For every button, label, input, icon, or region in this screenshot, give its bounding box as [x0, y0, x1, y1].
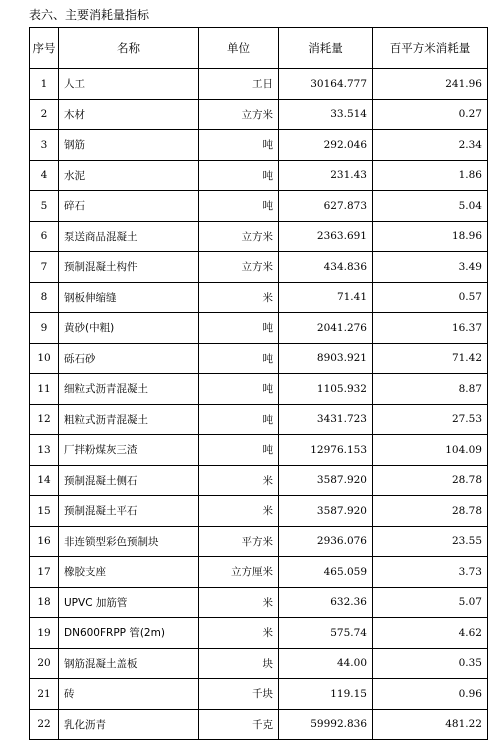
table-row: [30, 435, 488, 466]
table-row: [30, 648, 488, 679]
item-unit: 吨: [199, 313, 279, 344]
item-quantity: 2936.076: [279, 526, 373, 557]
item-per-hundred: 71.42: [373, 343, 488, 374]
item-name: 预制混凝土侧石: [59, 465, 199, 496]
item-quantity: 8903.921: [279, 343, 373, 374]
row-number: 8: [30, 282, 59, 313]
row-number: 6: [30, 221, 59, 252]
table-row: [30, 557, 488, 588]
row-number: 14: [30, 465, 59, 496]
table-row: [30, 191, 488, 222]
item-per-hundred: 481.22: [373, 709, 488, 740]
row-number: 17: [30, 557, 59, 588]
row-number: 16: [30, 526, 59, 557]
item-quantity: 575.74: [279, 618, 373, 649]
item-name: 细粒式沥青混凝土: [59, 374, 199, 405]
item-unit: 吨: [199, 191, 279, 222]
table-row: [30, 587, 488, 618]
table-row: [30, 343, 488, 374]
row-number: 12: [30, 404, 59, 435]
table-row: [30, 313, 488, 344]
item-unit: 立方米: [199, 221, 279, 252]
row-number: 20: [30, 648, 59, 679]
row-number: 22: [30, 709, 59, 740]
item-name: 碎石: [59, 191, 199, 222]
item-quantity: 44.00: [279, 648, 373, 679]
consumption-table: [29, 27, 488, 740]
row-number: 1: [30, 69, 59, 100]
item-quantity: 632.36: [279, 587, 373, 618]
table-row: [30, 496, 488, 527]
item-name: DN600FRPP 管(2m): [59, 618, 199, 649]
item-unit: 米: [199, 465, 279, 496]
item-name: 人工: [59, 69, 199, 100]
row-number: 10: [30, 343, 59, 374]
table-row: [30, 526, 488, 557]
item-quantity: 119.15: [279, 679, 373, 710]
table-row: [30, 679, 488, 710]
item-name: 砖: [59, 679, 199, 710]
item-name: 黄砂(中粗): [59, 313, 199, 344]
item-name: 预制混凝土构件: [59, 252, 199, 283]
item-per-hundred: 4.62: [373, 618, 488, 649]
table-row: [30, 99, 488, 130]
table-row: [30, 221, 488, 252]
item-name: 非连锁型彩色预制块: [59, 526, 199, 557]
item-unit: 千块: [199, 679, 279, 710]
header-row: [30, 28, 488, 69]
item-quantity: 434.836: [279, 252, 373, 283]
table-row: [30, 69, 488, 100]
item-name: UPVC 加筋管: [59, 587, 199, 618]
row-number: 9: [30, 313, 59, 344]
item-name: 橡胶支座: [59, 557, 199, 588]
row-number: 19: [30, 618, 59, 649]
item-name: 钢筋: [59, 130, 199, 161]
item-unit: 立方厘米: [199, 557, 279, 588]
item-per-hundred: 8.87: [373, 374, 488, 405]
item-quantity: 231.43: [279, 160, 373, 191]
header-no: 序号: [30, 28, 59, 69]
item-per-hundred: 0.57: [373, 282, 488, 313]
item-per-hundred: 2.34: [373, 130, 488, 161]
item-unit: 立方米: [199, 99, 279, 130]
item-name: 钢板伸缩缝: [59, 282, 199, 313]
item-per-hundred: 3.73: [373, 557, 488, 588]
item-quantity: 3431.723: [279, 404, 373, 435]
table-body: [30, 69, 488, 740]
table-row: [30, 618, 488, 649]
item-unit: 吨: [199, 374, 279, 405]
row-number: 13: [30, 435, 59, 466]
item-name: 乳化沥青: [59, 709, 199, 740]
item-per-hundred: 28.78: [373, 496, 488, 527]
item-quantity: 2041.276: [279, 313, 373, 344]
item-quantity: 12976.153: [279, 435, 373, 466]
item-unit: 吨: [199, 130, 279, 161]
row-number: 21: [30, 679, 59, 710]
item-quantity: 2363.691: [279, 221, 373, 252]
item-unit: 米: [199, 282, 279, 313]
item-unit: 吨: [199, 343, 279, 374]
item-quantity: 33.514: [279, 99, 373, 130]
item-per-hundred: 1.86: [373, 160, 488, 191]
item-quantity: 71.41: [279, 282, 373, 313]
row-number: 11: [30, 374, 59, 405]
table-row: [30, 160, 488, 191]
item-unit: 米: [199, 587, 279, 618]
item-unit: 千克: [199, 709, 279, 740]
item-per-hundred: 5.07: [373, 587, 488, 618]
row-number: 2: [30, 99, 59, 130]
table-row: [30, 282, 488, 313]
item-quantity: 465.059: [279, 557, 373, 588]
item-per-hundred: 27.53: [373, 404, 488, 435]
item-unit: 米: [199, 496, 279, 527]
item-name: 木材: [59, 99, 199, 130]
item-per-hundred: 5.04: [373, 191, 488, 222]
item-quantity: 1105.932: [279, 374, 373, 405]
item-per-hundred: 104.09: [373, 435, 488, 466]
table-row: [30, 709, 488, 740]
item-name: 泵送商品混凝土: [59, 221, 199, 252]
row-number: 3: [30, 130, 59, 161]
item-unit: 立方米: [199, 252, 279, 283]
item-per-hundred: 28.78: [373, 465, 488, 496]
table-row: [30, 130, 488, 161]
item-unit: 吨: [199, 404, 279, 435]
table-row: [30, 465, 488, 496]
item-per-hundred: 241.96: [373, 69, 488, 100]
item-name: 厂拌粉煤灰三渣: [59, 435, 199, 466]
item-quantity: 59992.836: [279, 709, 373, 740]
item-unit: 块: [199, 648, 279, 679]
table-row: [30, 404, 488, 435]
item-name: 粗粒式沥青混凝土: [59, 404, 199, 435]
item-unit: 平方米: [199, 526, 279, 557]
item-quantity: 627.873: [279, 191, 373, 222]
row-number: 7: [30, 252, 59, 283]
header-per-hundred: 百平方米消耗量: [373, 28, 488, 69]
item-per-hundred: 0.96: [373, 679, 488, 710]
row-number: 4: [30, 160, 59, 191]
row-number: 5: [30, 191, 59, 222]
item-per-hundred: 23.55: [373, 526, 488, 557]
item-quantity: 30164.777: [279, 69, 373, 100]
header-name: 名称: [59, 28, 199, 69]
item-name: 预制混凝土平石: [59, 496, 199, 527]
header-unit: 单位: [199, 28, 279, 69]
item-unit: 吨: [199, 435, 279, 466]
item-name: 水泥: [59, 160, 199, 191]
header-qty: 消耗量: [279, 28, 373, 69]
item-per-hundred: 0.35: [373, 648, 488, 679]
table-row: [30, 374, 488, 405]
item-name: 钢筋混凝土盖板: [59, 648, 199, 679]
item-quantity: 3587.920: [279, 465, 373, 496]
item-per-hundred: 16.37: [373, 313, 488, 344]
row-number: 18: [30, 587, 59, 618]
item-per-hundred: 18.96: [373, 221, 488, 252]
table-row: [30, 252, 488, 283]
item-unit: 米: [199, 618, 279, 649]
item-name: 砾石砂: [59, 343, 199, 374]
item-unit: 工日: [199, 69, 279, 100]
item-unit: 吨: [199, 160, 279, 191]
item-quantity: 3587.920: [279, 496, 373, 527]
table-caption: 表六、主要消耗量指标: [29, 8, 150, 22]
item-per-hundred: 0.27: [373, 99, 488, 130]
item-quantity: 292.046: [279, 130, 373, 161]
row-number: 15: [30, 496, 59, 527]
item-per-hundred: 3.49: [373, 252, 488, 283]
